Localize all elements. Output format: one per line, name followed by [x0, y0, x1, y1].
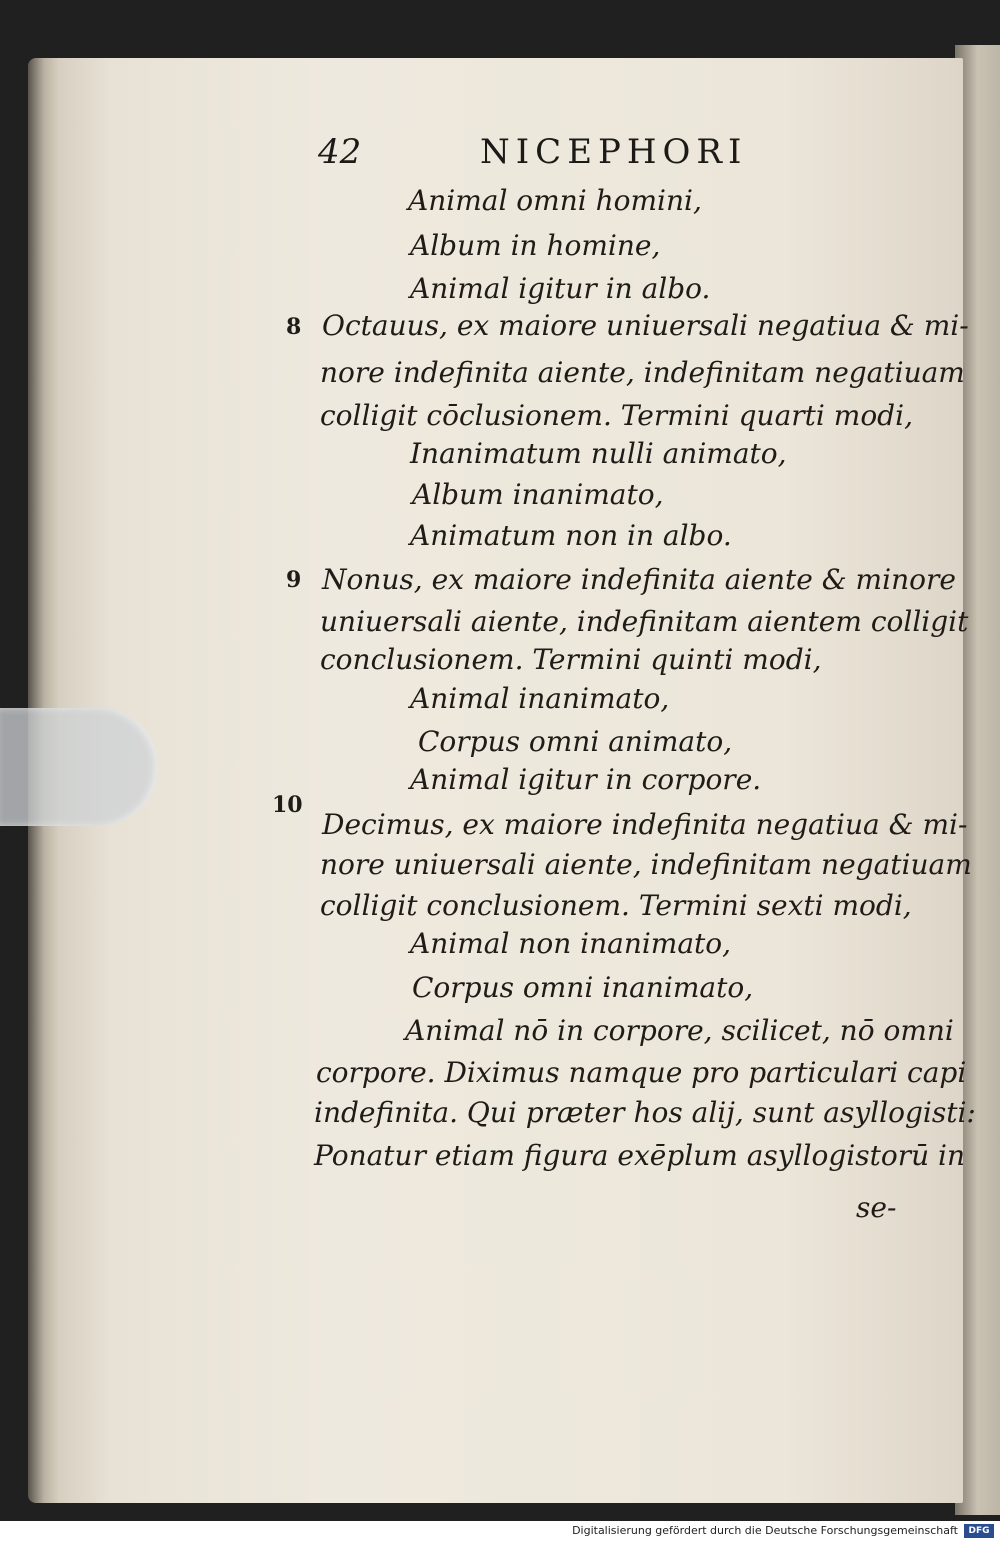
- text-line: Animal inanimato,: [410, 682, 670, 715]
- funding-notice: Digitalisierung gefördert durch die Deutsche Forschungsgemeinschaft: [572, 1524, 958, 1537]
- text-line: Album inanimato,: [412, 478, 664, 511]
- text-line: Animal non inanimato,: [410, 927, 732, 960]
- text-line: Decimus, ex maiore indefinita negatiua & mi-: [322, 808, 968, 841]
- text-line: Inanimatum nulli animato,: [410, 437, 787, 470]
- text-line: Animal igitur in albo.: [410, 272, 711, 305]
- text-line: nore indefinita aiente, indefinitam negatiuam: [320, 356, 965, 389]
- text-line: Animal igitur in corpore.: [410, 763, 762, 796]
- text-line: Corpus omni animato,: [418, 725, 733, 758]
- text-line: Corpus omni inanimato,: [412, 971, 754, 1004]
- text-line: Animal omni homini,: [408, 184, 702, 217]
- margin-number: 8: [286, 314, 302, 340]
- text-line: corpore. Diximus namque pro particulari capi: [316, 1056, 967, 1089]
- running-title: NICEPHORI: [480, 132, 748, 172]
- text-line: indefinita. Qui præter hos alij, sunt asyllogisti:: [314, 1096, 976, 1129]
- text-line: Nonus, ex maiore indefinita aiente & minore: [322, 563, 956, 596]
- margin-number: 9: [286, 567, 302, 593]
- margin-number: 10: [272, 792, 303, 818]
- text-line: Album in homine,: [410, 229, 661, 262]
- text-line: Ponatur etiam figura exēplum asyllogistorū in: [314, 1139, 965, 1172]
- text-line: uniuersali aiente, indefinitam aientem colligit: [320, 605, 969, 638]
- catchword: se-: [856, 1191, 897, 1224]
- text-line: Animatum non in albo.: [410, 519, 732, 552]
- text-line: nore uniuersali aiente, indefinitam negatiuam: [320, 848, 972, 881]
- text-line: colligit conclusionem. Termini sexti modi,: [320, 889, 912, 922]
- text-line: Octauus, ex maiore uniuersali negatiua & mi-: [322, 309, 969, 342]
- text-line: conclusionem. Termini quinti modi,: [320, 643, 822, 676]
- page-clip: [0, 708, 158, 826]
- dfg-logo: DFG: [964, 1524, 994, 1538]
- footer-bar: [0, 1521, 1000, 1541]
- page-number: 42: [318, 132, 362, 172]
- text-line: Animal nō in corpore, scilicet, nō omni: [405, 1014, 954, 1047]
- text-line: colligit cōclusionem. Termini quarti modi,: [320, 399, 913, 432]
